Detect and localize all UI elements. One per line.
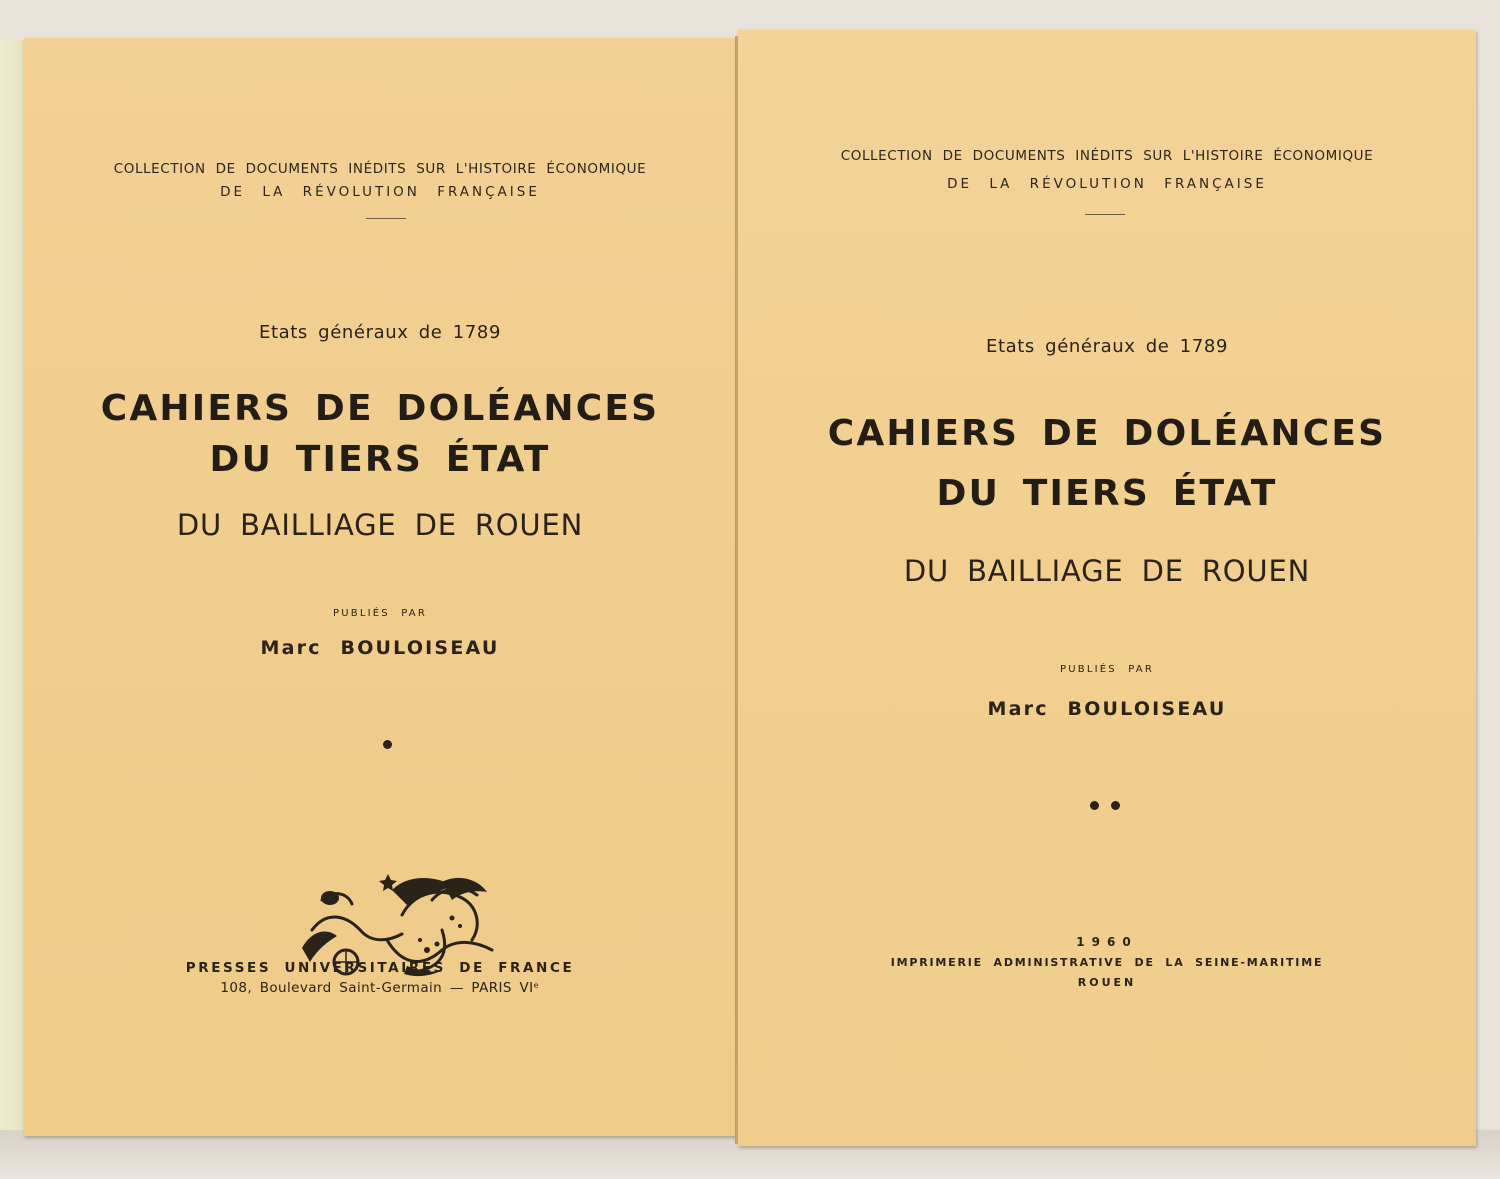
publisher-name: PRESSES UNIVERSITAIRES DE FRANCE	[185, 960, 575, 976]
subtitle: Etats généraux de 1789	[258, 322, 502, 343]
book-cover-volume-2	[738, 30, 1476, 1146]
author-name: Marc BOULOISEAU	[260, 637, 500, 659]
series-line-1: COLLECTION DE DOCUMENTS INÉDITS SUR L'HISTOIRE ÉCONOMIQUE	[113, 161, 647, 177]
title-line-2: DU TIERS ÉTAT	[209, 439, 551, 480]
printer-city: ROUEN	[1077, 976, 1137, 989]
volume-dot-2	[1111, 801, 1120, 810]
published-by-label: PUBLIÉS PAR	[1060, 664, 1154, 675]
title-line-1: CAHIERS DE DOLÉANCES	[100, 388, 660, 429]
divider-rule	[366, 218, 406, 219]
subtitle: Etats généraux de 1789	[985, 336, 1229, 357]
series-line-1: COLLECTION DE DOCUMENTS INÉDITS SUR L'HISTOIRE ÉCONOMIQUE	[840, 148, 1374, 164]
volume-dot	[383, 740, 392, 749]
book-cover-volume-1	[24, 38, 736, 1136]
author-name: Marc BOULOISEAU	[987, 698, 1227, 720]
published-by-label: PUBLIÉS PAR	[333, 608, 427, 619]
volume-dot-1	[1090, 801, 1099, 810]
publication-year: 1960	[1076, 935, 1138, 949]
publisher-address: 108, Boulevard Saint-Germain — PARIS VIᵉ	[220, 980, 540, 996]
series-line-2: DE LA RÉVOLUTION FRANÇAISE	[947, 176, 1267, 192]
series-line-2: DE LA RÉVOLUTION FRANÇAISE	[220, 184, 540, 200]
printer-name: IMPRIMERIE ADMINISTRATIVE DE LA SEINE-MARITIME	[890, 956, 1324, 969]
place-line: DU BAILLIAGE DE ROUEN	[176, 508, 584, 542]
place-line: DU BAILLIAGE DE ROUEN	[903, 554, 1311, 588]
divider-rule	[1085, 214, 1125, 215]
title-line-1: CAHIERS DE DOLÉANCES	[827, 413, 1387, 454]
title-line-2: DU TIERS ÉTAT	[936, 473, 1278, 514]
